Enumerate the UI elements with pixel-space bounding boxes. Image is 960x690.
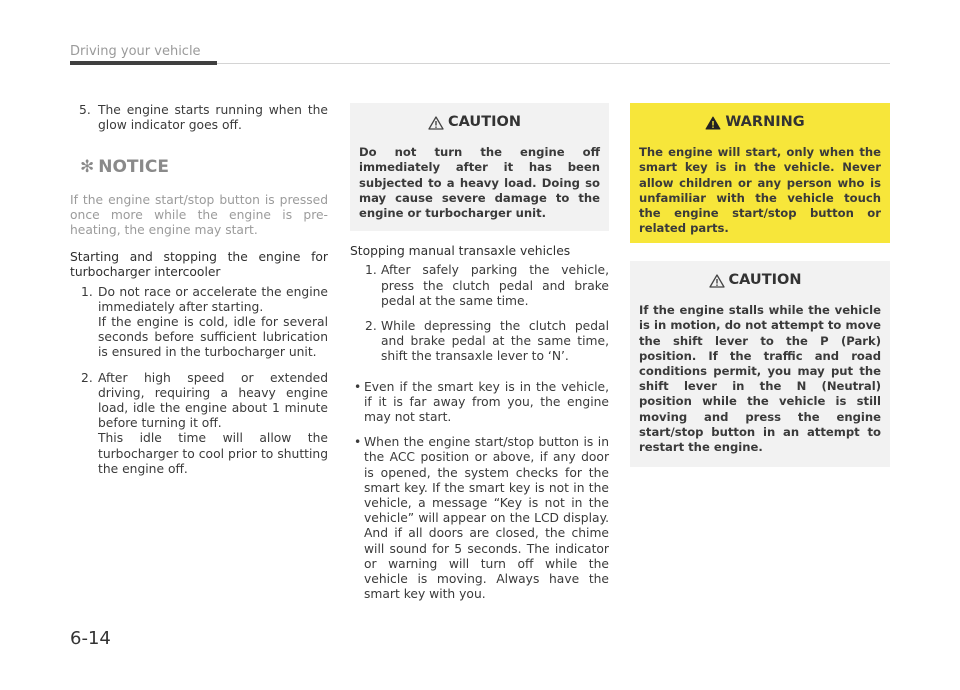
bullet-text: Even if the smart key is in the vehicle, if it is far away from you, the engine may not start. bbox=[364, 379, 609, 425]
caution-title: CAUTION bbox=[728, 272, 802, 288]
warning-heading bbox=[629, 115, 881, 130]
step-text: After high speed or extended driving, requiring a heavy engine load, idle the engine about 1 minute before turning it off. bbox=[98, 370, 328, 431]
warning-triangle-icon bbox=[428, 116, 444, 130]
page-number: 6-14 bbox=[70, 628, 111, 649]
step-text: This idle time will allow the turbocharger to cool prior to shutting the engine off. bbox=[98, 431, 328, 476]
column-left bbox=[70, 103, 328, 477]
section-header-title: Driving your vehicle bbox=[70, 44, 201, 59]
turbo-step-2 bbox=[70, 371, 328, 477]
section-header-bar bbox=[70, 61, 217, 65]
caution-body: Do not turn the engine off immediately after it has been subjected to a heavy load. Doing so may cause severe damage to the engine or turbocharger unit. bbox=[359, 145, 600, 221]
notice-body: If the engine start/stop button is pressed once more while the engine is pre-heating, the engine may start. bbox=[70, 192, 328, 238]
step-5 bbox=[70, 103, 328, 133]
step-text: If the engine is cold, idle for several seconds before sufficient lubrication is ensured in the turbocharger unit. bbox=[98, 315, 328, 360]
warning-title: WARNING bbox=[725, 114, 805, 130]
step-number: 2. bbox=[365, 319, 377, 334]
step-number: 2. bbox=[81, 370, 93, 385]
section-header-rule bbox=[217, 63, 890, 64]
bullet-item bbox=[350, 435, 609, 602]
bullet-text: When the engine start/stop button is in the ACC position or above, if any door is opened, the system checks for the smart key. If the smart key is not in the vehicle, a message “Key is not in the vehicle” will appear on the LCD display. And if all doors are closed, the chime will sound for 5 seconds. The indicator or warning will turn off while the vehicle is moving. Always have the smart key with you. bbox=[364, 435, 609, 602]
column-right bbox=[630, 103, 890, 467]
notice-heading bbox=[80, 157, 328, 178]
step-text: While depressing the clutch pedal and brake pedal at the same time, shift the transaxle lever to ‘N’. bbox=[381, 319, 609, 364]
turbo-step-1 bbox=[70, 285, 328, 361]
step-number: 1. bbox=[81, 284, 93, 299]
step-text: After safely parking the vehicle, press the clutch pedal and brake pedal at the same time. bbox=[381, 263, 609, 308]
step-text: Do not race or accelerate the engine immediately after starting. bbox=[98, 284, 328, 314]
caution-title: CAUTION bbox=[448, 114, 521, 130]
step-number: 5. bbox=[79, 103, 91, 117]
warning-triangle-icon bbox=[705, 116, 721, 130]
gear-icon: ✻ bbox=[80, 157, 95, 178]
turbo-heading: Starting and stopping the engine for turbocharger intercooler bbox=[70, 250, 328, 280]
bullet-item bbox=[350, 380, 609, 426]
caution-body: If the engine stalls while the vehicle is in motion, do not attempt to move the shift lever to the P (Park) position. If the traffic and road conditions permit, you may put the shift lever in the N (Neutral) position while the vehicle is still moving and press the engine start/stop button in an attempt to restart the engine. bbox=[639, 303, 881, 455]
caution-box-2 bbox=[630, 261, 890, 467]
stopping-step-1 bbox=[350, 263, 609, 309]
stopping-step-2 bbox=[350, 319, 609, 365]
warning-box bbox=[630, 103, 890, 243]
column-middle bbox=[350, 103, 609, 602]
bullet-mark: • bbox=[354, 379, 362, 394]
step-number: 1. bbox=[365, 263, 377, 278]
bullet-mark: • bbox=[354, 435, 362, 450]
notice-title: NOTICE bbox=[98, 157, 169, 178]
warning-triangle-icon bbox=[709, 274, 725, 288]
caution-box bbox=[350, 103, 609, 231]
caution-heading bbox=[629, 273, 881, 288]
step-text: The engine starts running when the glow indicator goes off. bbox=[98, 103, 328, 133]
caution-heading bbox=[349, 115, 600, 130]
warning-body: The engine will start, only when the smart key is in the vehicle. Never allow children or any person who is unfamiliar with the vehicle touch the engine start/stop button or related parts. bbox=[639, 145, 881, 236]
stopping-heading: Stopping manual transaxle vehicles bbox=[350, 244, 571, 259]
